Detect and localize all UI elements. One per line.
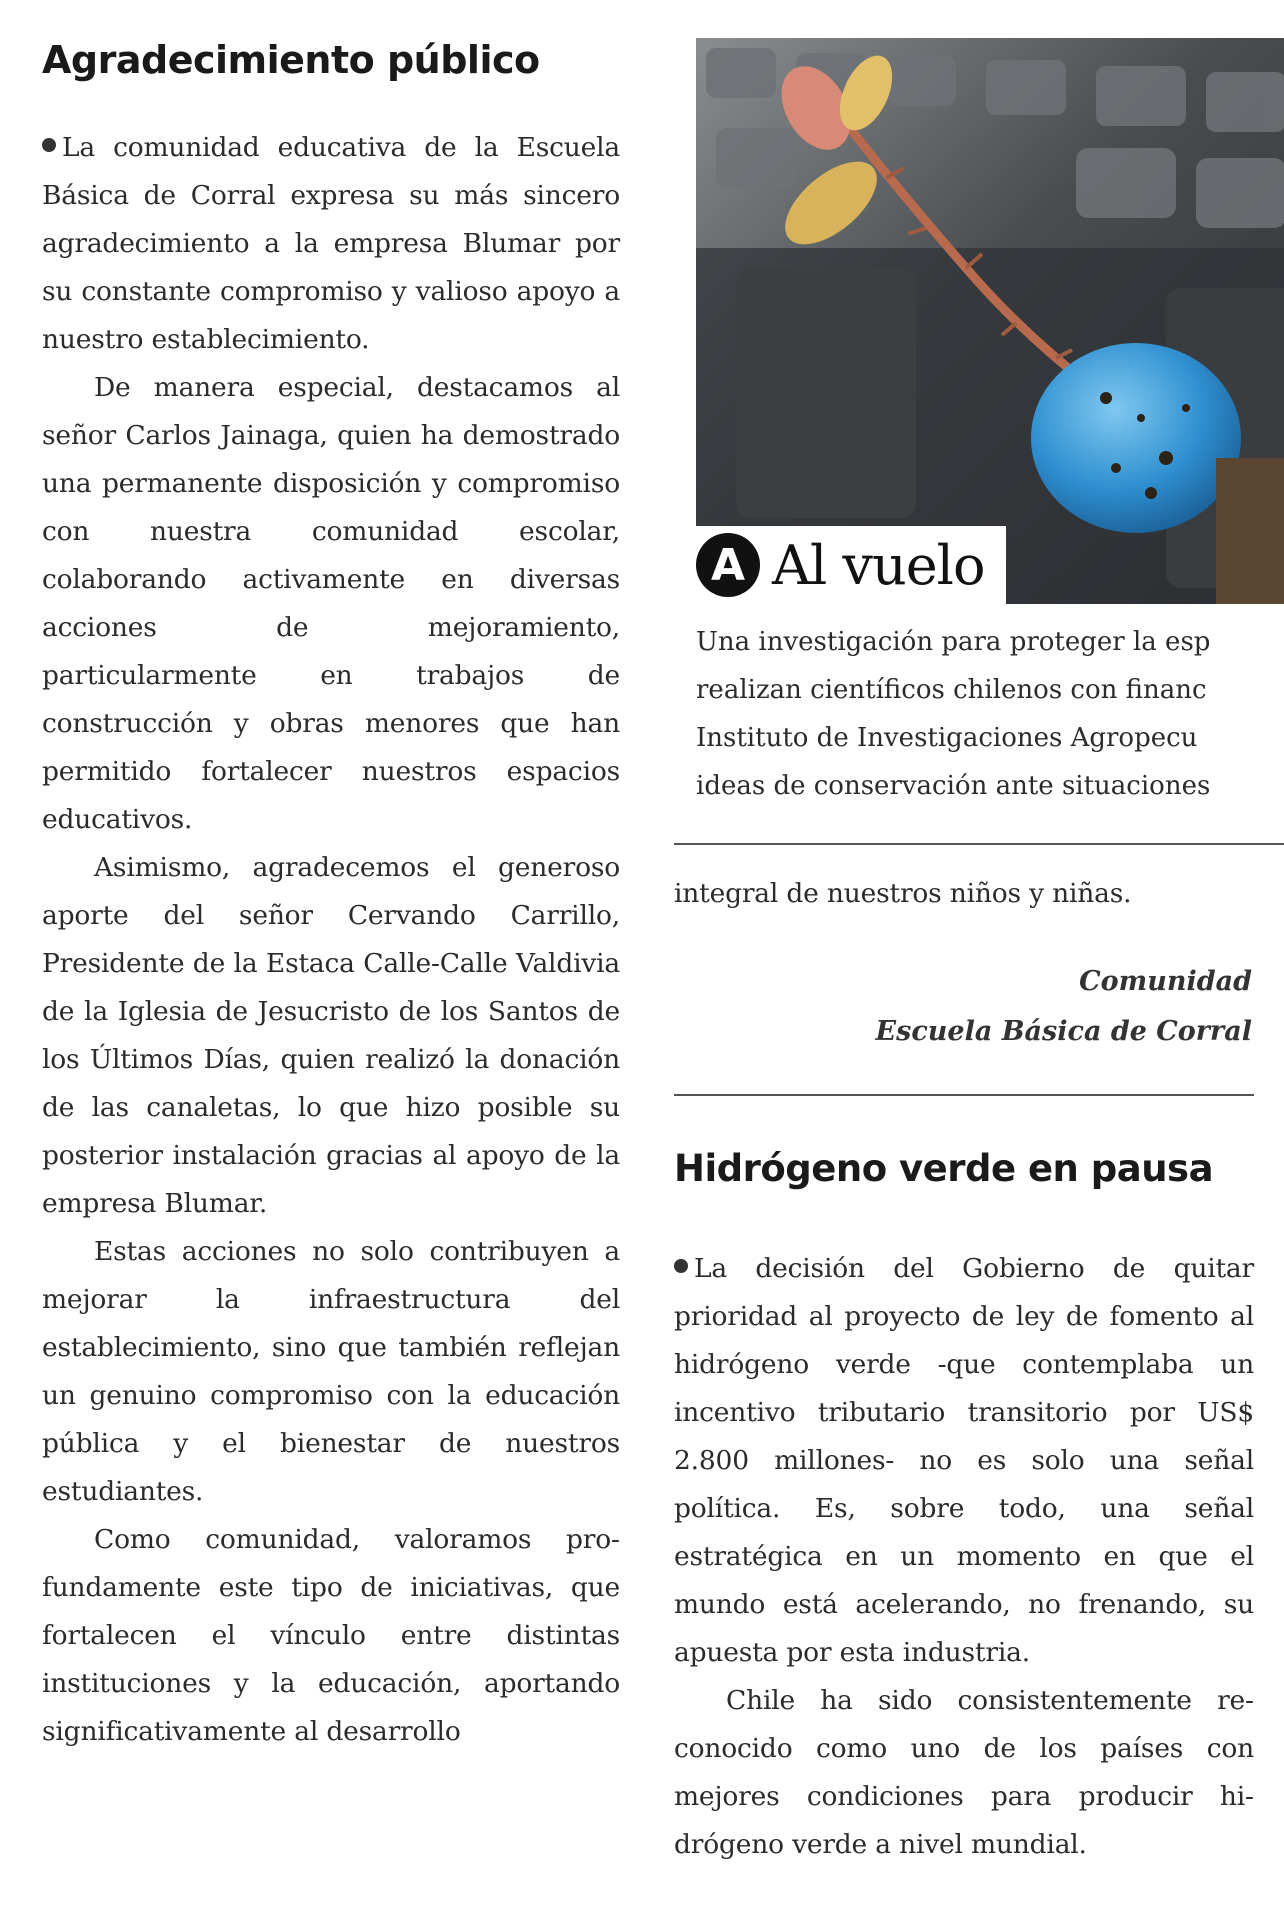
- signature-line: Comunidad: [1079, 966, 1252, 997]
- article-hidrogeno: [674, 1245, 1254, 1869]
- divider: [674, 843, 1284, 845]
- caption-line: ideas de conservación ante situaciones: [696, 771, 1211, 801]
- bullet-icon: [674, 1259, 688, 1273]
- article-headline: Agradecimiento público: [42, 38, 540, 82]
- photo-label: [696, 526, 1006, 604]
- news-photo: [696, 38, 1284, 604]
- article-paragraph: Estas acciones no solo contribuyen a mejorar la infraestructura del establecimiento, sino que también reflejan un genuino compromiso con la educación pública y el bienestar de nuestros estudiantes.: [42, 1236, 620, 1507]
- article-paragraph: La decisión del Gobierno de quitar prioridad al proyecto de ley de fomento al hidrógeno verde -que contemplaba un incentivo tributario transitorio por US$ 2.800 millones- no es solo una señal política. Es, sobre todo, una señal estratégica en un momento en que el mundo está acelerando, no frenando, su apuesta por esta industria.: [674, 1253, 1254, 1668]
- article-paragraph: La comunidad educativa de la Escuela Básica de Corral expresa su más sincero agradecimiento a la empresa Blumar por su constante compromiso y valioso apoyo a nuestro establecimiento.: [42, 132, 620, 355]
- signature-line: Escuela Básica de Corral: [875, 1016, 1252, 1047]
- article-body: [42, 124, 620, 1756]
- article-paragraph: De manera especial, destacamos al señor Carlos Jainaga, quien ha demostrado una permanente disposición y compromiso con nuestra comunidad escolar, colaborando activamente en diversas acciones de mejoramiento, particularmente en trabajos de construcción y obras menores que han permitido fortalecer nuestros espacios educativos.: [42, 372, 620, 835]
- article-headline: Hidrógeno verde en pausa: [674, 1147, 1214, 1190]
- section-label: Al vuelo: [772, 533, 985, 597]
- bullet-icon: [42, 138, 56, 152]
- article-paragraph: Como comunidad, valoramos profundamente este tipo de iniciativas, que fortalecen el vínculo entre distintas instituciones y la educación, aportando significativamente al desarrollo: [42, 1524, 620, 1747]
- photo-caption: [696, 618, 1284, 810]
- caption-line: realizan científicos chilenos con financ: [696, 675, 1207, 705]
- article-body: [674, 1245, 1254, 1869]
- caption-line: Instituto de Investigaciones Agropecu: [696, 723, 1198, 753]
- article-continuation: integral de nuestros niños y niñas.: [674, 878, 1132, 909]
- article-paragraph: Chile ha sido consistentemente reconocido como uno de los países con mejores condiciones para producir hidrógeno verde a nivel mundial.: [674, 1685, 1254, 1860]
- article-agradecimiento: [42, 36, 620, 1756]
- article-signature: [674, 957, 1252, 1057]
- divider: [674, 1094, 1254, 1096]
- article-paragraph: Asimismo, agradecemos el generoso aporte del señor Cervando Carrillo, Presidente de la Estaca Calle-Calle Valdivia de la Iglesia de Jesucristo de los Santos de los Últimos Días, quien realizó la donación de las canaletas, lo que hizo posible su posterior instalación gracias al apoyo de la empresa Blumar.: [42, 852, 620, 1219]
- caption-line: Una investigación para proteger la esp: [696, 627, 1211, 657]
- section-badge: A: [696, 533, 760, 597]
- seedling-photo-illustration: [696, 38, 1284, 604]
